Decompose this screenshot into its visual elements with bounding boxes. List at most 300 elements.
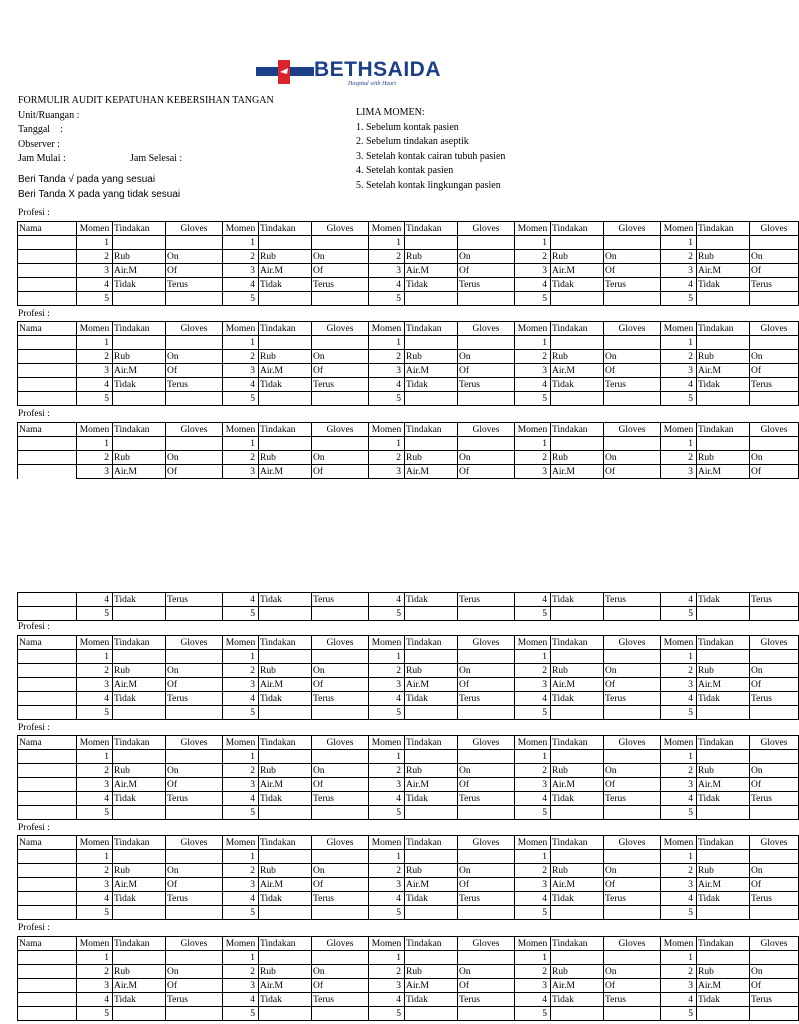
gloves-cell[interactable]: On	[312, 250, 369, 264]
tindakan-cell[interactable]	[113, 1007, 166, 1021]
nama-cell[interactable]	[18, 607, 77, 621]
tindakan-cell[interactable]	[697, 951, 750, 965]
gloves-cell[interactable]	[604, 292, 661, 306]
tindakan-cell[interactable]: Rub	[697, 350, 750, 364]
gloves-cell[interactable]	[312, 750, 369, 764]
gloves-cell[interactable]: On	[458, 664, 515, 678]
nama-cell[interactable]	[18, 292, 77, 306]
tindakan-cell[interactable]: Air.M	[697, 264, 750, 278]
tindakan-cell[interactable]: Air.M	[113, 465, 166, 479]
tindakan-cell[interactable]: Tidak	[551, 278, 604, 292]
gloves-cell[interactable]: On	[604, 250, 661, 264]
tindakan-cell[interactable]	[113, 850, 166, 864]
gloves-cell[interactable]	[312, 392, 369, 406]
gloves-cell[interactable]	[312, 336, 369, 350]
gloves-cell[interactable]: On	[750, 764, 799, 778]
gloves-cell[interactable]	[458, 336, 515, 350]
gloves-cell[interactable]	[312, 650, 369, 664]
gloves-cell[interactable]: On	[312, 664, 369, 678]
tindakan-cell[interactable]: Rub	[405, 764, 458, 778]
tindakan-cell[interactable]	[697, 750, 750, 764]
tindakan-cell[interactable]: Tidak	[259, 993, 312, 1007]
gloves-cell[interactable]: On	[166, 250, 223, 264]
tindakan-cell[interactable]	[405, 906, 458, 920]
tindakan-cell[interactable]	[697, 850, 750, 864]
tindakan-cell[interactable]: Air.M	[113, 778, 166, 792]
tindakan-cell[interactable]: Rub	[259, 965, 312, 979]
tindakan-cell[interactable]: Rub	[405, 250, 458, 264]
gloves-cell[interactable]	[458, 906, 515, 920]
gloves-cell[interactable]: On	[458, 965, 515, 979]
tindakan-cell[interactable]: Rub	[405, 350, 458, 364]
gloves-cell[interactable]	[312, 951, 369, 965]
gloves-cell[interactable]	[166, 607, 223, 621]
tindakan-cell[interactable]	[551, 336, 604, 350]
tindakan-cell[interactable]: Rub	[551, 965, 604, 979]
nama-cell[interactable]	[18, 392, 77, 406]
gloves-cell[interactable]	[604, 906, 661, 920]
tindakan-cell[interactable]	[113, 750, 166, 764]
tindakan-cell[interactable]	[405, 336, 458, 350]
tindakan-cell[interactable]: Rub	[113, 664, 166, 678]
gloves-cell[interactable]: Of	[604, 678, 661, 692]
tindakan-cell[interactable]: Rub	[405, 864, 458, 878]
gloves-cell[interactable]: Terus	[166, 892, 223, 906]
tindakan-cell[interactable]	[405, 607, 458, 621]
tindakan-cell[interactable]: Tidak	[259, 892, 312, 906]
tindakan-cell[interactable]	[551, 906, 604, 920]
gloves-cell[interactable]: Terus	[458, 593, 515, 607]
gloves-cell[interactable]: Terus	[312, 378, 369, 392]
nama-cell[interactable]	[18, 764, 77, 778]
tindakan-cell[interactable]: Air.M	[551, 878, 604, 892]
tindakan-cell[interactable]: Rub	[113, 451, 166, 465]
tindakan-cell[interactable]: Tidak	[551, 692, 604, 706]
tindakan-cell[interactable]: Air.M	[405, 465, 458, 479]
nama-cell[interactable]	[18, 336, 77, 350]
tindakan-cell[interactable]: Rub	[551, 350, 604, 364]
gloves-cell[interactable]	[458, 850, 515, 864]
tindakan-cell[interactable]	[259, 437, 312, 451]
tindakan-cell[interactable]: Air.M	[259, 979, 312, 993]
tindakan-cell[interactable]: Rub	[697, 250, 750, 264]
tindakan-cell[interactable]	[551, 1007, 604, 1021]
gloves-cell[interactable]: Terus	[750, 993, 799, 1007]
tindakan-cell[interactable]	[551, 392, 604, 406]
tindakan-cell[interactable]: Tidak	[113, 692, 166, 706]
gloves-cell[interactable]	[458, 437, 515, 451]
tindakan-cell[interactable]	[551, 706, 604, 720]
gloves-cell[interactable]: Of	[750, 778, 799, 792]
gloves-cell[interactable]: On	[750, 451, 799, 465]
gloves-cell[interactable]: Of	[166, 878, 223, 892]
nama-cell[interactable]	[18, 650, 77, 664]
gloves-cell[interactable]: Terus	[458, 792, 515, 806]
tindakan-cell[interactable]	[405, 951, 458, 965]
nama-cell[interactable]	[18, 278, 77, 292]
tindakan-cell[interactable]: Tidak	[551, 378, 604, 392]
tindakan-cell[interactable]	[113, 806, 166, 820]
tindakan-cell[interactable]	[259, 650, 312, 664]
tindakan-cell[interactable]: Rub	[697, 451, 750, 465]
nama-cell[interactable]	[18, 593, 77, 607]
gloves-cell[interactable]: On	[312, 451, 369, 465]
gloves-cell[interactable]: Of	[312, 264, 369, 278]
gloves-cell[interactable]	[750, 706, 799, 720]
tindakan-cell[interactable]: Tidak	[113, 892, 166, 906]
gloves-cell[interactable]: Of	[312, 678, 369, 692]
gloves-cell[interactable]: On	[458, 451, 515, 465]
tindakan-cell[interactable]: Air.M	[405, 264, 458, 278]
gloves-cell[interactable]	[604, 850, 661, 864]
tindakan-cell[interactable]	[405, 806, 458, 820]
tindakan-cell[interactable]: Tidak	[697, 378, 750, 392]
gloves-cell[interactable]	[604, 236, 661, 250]
nama-cell[interactable]	[18, 692, 77, 706]
gloves-cell[interactable]	[750, 437, 799, 451]
tindakan-cell[interactable]: Tidak	[113, 278, 166, 292]
gloves-cell[interactable]: Terus	[458, 692, 515, 706]
nama-cell[interactable]	[18, 250, 77, 264]
gloves-cell[interactable]: Of	[458, 778, 515, 792]
tindakan-cell[interactable]: Air.M	[113, 979, 166, 993]
tindakan-cell[interactable]: Air.M	[551, 778, 604, 792]
nama-cell[interactable]	[18, 350, 77, 364]
gloves-cell[interactable]	[750, 650, 799, 664]
tindakan-cell[interactable]	[551, 750, 604, 764]
gloves-cell[interactable]: Of	[166, 979, 223, 993]
tindakan-cell[interactable]: Tidak	[405, 792, 458, 806]
gloves-cell[interactable]: Of	[750, 364, 799, 378]
gloves-cell[interactable]: Terus	[458, 892, 515, 906]
gloves-cell[interactable]: Terus	[312, 892, 369, 906]
tindakan-cell[interactable]	[405, 1007, 458, 1021]
tindakan-cell[interactable]	[113, 392, 166, 406]
nama-cell[interactable]	[18, 850, 77, 864]
tindakan-cell[interactable]: Air.M	[259, 264, 312, 278]
tindakan-cell[interactable]: Air.M	[113, 878, 166, 892]
tindakan-cell[interactable]: Tidak	[697, 892, 750, 906]
gloves-cell[interactable]	[458, 951, 515, 965]
tindakan-cell[interactable]: Air.M	[113, 678, 166, 692]
gloves-cell[interactable]	[166, 650, 223, 664]
gloves-cell[interactable]: Terus	[750, 278, 799, 292]
tindakan-cell[interactable]	[113, 292, 166, 306]
gloves-cell[interactable]	[604, 806, 661, 820]
gloves-cell[interactable]: On	[166, 764, 223, 778]
gloves-cell[interactable]: Of	[458, 678, 515, 692]
gloves-cell[interactable]: Terus	[750, 593, 799, 607]
gloves-cell[interactable]	[750, 951, 799, 965]
gloves-cell[interactable]	[166, 850, 223, 864]
tindakan-cell[interactable]	[405, 392, 458, 406]
tindakan-cell[interactable]	[259, 806, 312, 820]
gloves-cell[interactable]: On	[604, 965, 661, 979]
gloves-cell[interactable]: Of	[458, 465, 515, 479]
nama-cell[interactable]	[18, 979, 77, 993]
gloves-cell[interactable]: Of	[750, 979, 799, 993]
tindakan-cell[interactable]: Air.M	[697, 878, 750, 892]
tindakan-cell[interactable]	[697, 336, 750, 350]
tindakan-cell[interactable]	[405, 706, 458, 720]
gloves-cell[interactable]	[458, 1007, 515, 1021]
gloves-cell[interactable]	[750, 292, 799, 306]
gloves-cell[interactable]: Of	[166, 364, 223, 378]
gloves-cell[interactable]	[458, 750, 515, 764]
gloves-cell[interactable]: Terus	[166, 692, 223, 706]
gloves-cell[interactable]	[166, 437, 223, 451]
tindakan-cell[interactable]	[113, 951, 166, 965]
tindakan-cell[interactable]: Tidak	[259, 278, 312, 292]
gloves-cell[interactable]: Of	[750, 678, 799, 692]
nama-cell[interactable]	[18, 678, 77, 692]
tindakan-cell[interactable]: Rub	[697, 864, 750, 878]
gloves-cell[interactable]: Terus	[312, 278, 369, 292]
nama-cell[interactable]	[18, 664, 77, 678]
gloves-cell[interactable]: Of	[458, 264, 515, 278]
tindakan-cell[interactable]: Rub	[551, 664, 604, 678]
tindakan-cell[interactable]: Tidak	[697, 792, 750, 806]
tindakan-cell[interactable]: Rub	[259, 864, 312, 878]
tindakan-cell[interactable]: Rub	[551, 250, 604, 264]
gloves-cell[interactable]: On	[604, 764, 661, 778]
gloves-cell[interactable]: On	[312, 764, 369, 778]
gloves-cell[interactable]	[458, 392, 515, 406]
gloves-cell[interactable]: Terus	[312, 993, 369, 1007]
tindakan-cell[interactable]: Tidak	[551, 792, 604, 806]
tindakan-cell[interactable]	[551, 437, 604, 451]
tindakan-cell[interactable]: Tidak	[259, 692, 312, 706]
gloves-cell[interactable]	[750, 1007, 799, 1021]
gloves-cell[interactable]: Terus	[750, 378, 799, 392]
gloves-cell[interactable]: Terus	[166, 278, 223, 292]
tindakan-cell[interactable]: Air.M	[405, 878, 458, 892]
gloves-cell[interactable]	[312, 1007, 369, 1021]
tindakan-cell[interactable]	[259, 1007, 312, 1021]
nama-cell[interactable]	[18, 965, 77, 979]
gloves-cell[interactable]: Terus	[312, 692, 369, 706]
nama-cell[interactable]	[18, 437, 77, 451]
tindakan-cell[interactable]	[697, 906, 750, 920]
gloves-cell[interactable]	[458, 607, 515, 621]
tindakan-cell[interactable]: Air.M	[697, 979, 750, 993]
gloves-cell[interactable]: Of	[604, 364, 661, 378]
tindakan-cell[interactable]	[259, 951, 312, 965]
nama-cell[interactable]	[18, 465, 77, 479]
tindakan-cell[interactable]: Air.M	[259, 778, 312, 792]
gloves-cell[interactable]	[750, 906, 799, 920]
tindakan-cell[interactable]	[405, 236, 458, 250]
tindakan-cell[interactable]	[113, 706, 166, 720]
tindakan-cell[interactable]: Tidak	[551, 892, 604, 906]
gloves-cell[interactable]: Terus	[312, 593, 369, 607]
gloves-cell[interactable]	[604, 392, 661, 406]
gloves-cell[interactable]: Terus	[312, 792, 369, 806]
gloves-cell[interactable]: Terus	[166, 378, 223, 392]
gloves-cell[interactable]: Of	[166, 465, 223, 479]
tindakan-cell[interactable]: Air.M	[697, 678, 750, 692]
gloves-cell[interactable]	[604, 607, 661, 621]
gloves-cell[interactable]	[750, 806, 799, 820]
gloves-cell[interactable]: Of	[604, 465, 661, 479]
tindakan-cell[interactable]	[405, 650, 458, 664]
gloves-cell[interactable]: Terus	[750, 892, 799, 906]
tindakan-cell[interactable]: Tidak	[405, 892, 458, 906]
gloves-cell[interactable]	[458, 292, 515, 306]
tindakan-cell[interactable]: Tidak	[697, 593, 750, 607]
gloves-cell[interactable]	[750, 607, 799, 621]
gloves-cell[interactable]	[166, 1007, 223, 1021]
tindakan-cell[interactable]: Tidak	[259, 792, 312, 806]
gloves-cell[interactable]	[166, 292, 223, 306]
tindakan-cell[interactable]: Tidak	[405, 278, 458, 292]
tindakan-cell[interactable]	[551, 607, 604, 621]
gloves-cell[interactable]: Of	[604, 778, 661, 792]
gloves-cell[interactable]	[750, 236, 799, 250]
gloves-cell[interactable]	[604, 650, 661, 664]
tindakan-cell[interactable]	[697, 292, 750, 306]
tindakan-cell[interactable]: Rub	[405, 664, 458, 678]
tindakan-cell[interactable]: Tidak	[405, 993, 458, 1007]
tindakan-cell[interactable]: Rub	[113, 764, 166, 778]
tindakan-cell[interactable]	[551, 650, 604, 664]
tindakan-cell[interactable]: Tidak	[113, 378, 166, 392]
gloves-cell[interactable]	[604, 750, 661, 764]
gloves-cell[interactable]	[750, 850, 799, 864]
tindakan-cell[interactable]: Tidak	[405, 593, 458, 607]
gloves-cell[interactable]	[312, 906, 369, 920]
tindakan-cell[interactable]: Rub	[697, 965, 750, 979]
tindakan-cell[interactable]	[697, 650, 750, 664]
tindakan-cell[interactable]	[551, 850, 604, 864]
gloves-cell[interactable]: On	[750, 250, 799, 264]
gloves-cell[interactable]: On	[750, 350, 799, 364]
gloves-cell[interactable]	[312, 437, 369, 451]
tindakan-cell[interactable]: Rub	[259, 250, 312, 264]
nama-cell[interactable]	[18, 264, 77, 278]
tindakan-cell[interactable]: Tidak	[113, 593, 166, 607]
gloves-cell[interactable]: Of	[312, 364, 369, 378]
gloves-cell[interactable]: On	[750, 965, 799, 979]
tindakan-cell[interactable]	[697, 1007, 750, 1021]
gloves-cell[interactable]	[166, 706, 223, 720]
nama-cell[interactable]	[18, 993, 77, 1007]
gloves-cell[interactable]: Of	[166, 264, 223, 278]
gloves-cell[interactable]: Of	[166, 678, 223, 692]
gloves-cell[interactable]	[166, 906, 223, 920]
nama-cell[interactable]	[18, 806, 77, 820]
gloves-cell[interactable]	[604, 336, 661, 350]
gloves-cell[interactable]: Terus	[604, 378, 661, 392]
gloves-cell[interactable]	[458, 236, 515, 250]
tindakan-cell[interactable]: Tidak	[113, 993, 166, 1007]
tindakan-cell[interactable]: Tidak	[405, 692, 458, 706]
tindakan-cell[interactable]: Rub	[113, 864, 166, 878]
nama-cell[interactable]	[18, 750, 77, 764]
tindakan-cell[interactable]: Rub	[405, 965, 458, 979]
tindakan-cell[interactable]	[259, 392, 312, 406]
gloves-cell[interactable]	[604, 437, 661, 451]
gloves-cell[interactable]	[458, 650, 515, 664]
nama-cell[interactable]	[18, 951, 77, 965]
gloves-cell[interactable]: Of	[458, 364, 515, 378]
gloves-cell[interactable]	[604, 951, 661, 965]
gloves-cell[interactable]: Of	[750, 264, 799, 278]
tindakan-cell[interactable]: Tidak	[113, 792, 166, 806]
gloves-cell[interactable]: Terus	[604, 692, 661, 706]
tindakan-cell[interactable]: Tidak	[697, 692, 750, 706]
tindakan-cell[interactable]	[551, 236, 604, 250]
tindakan-cell[interactable]	[551, 292, 604, 306]
gloves-cell[interactable]: Of	[312, 465, 369, 479]
tindakan-cell[interactable]: Rub	[113, 965, 166, 979]
tindakan-cell[interactable]	[697, 236, 750, 250]
gloves-cell[interactable]: On	[750, 864, 799, 878]
tindakan-cell[interactable]	[259, 607, 312, 621]
gloves-cell[interactable]: Of	[312, 878, 369, 892]
tindakan-cell[interactable]: Rub	[551, 451, 604, 465]
gloves-cell[interactable]	[166, 236, 223, 250]
tindakan-cell[interactable]	[113, 336, 166, 350]
nama-cell[interactable]	[18, 892, 77, 906]
tindakan-cell[interactable]: Air.M	[551, 979, 604, 993]
gloves-cell[interactable]	[166, 951, 223, 965]
gloves-cell[interactable]: Of	[750, 465, 799, 479]
nama-cell[interactable]	[18, 236, 77, 250]
gloves-cell[interactable]: Terus	[166, 593, 223, 607]
tindakan-cell[interactable]: Air.M	[697, 364, 750, 378]
gloves-cell[interactable]	[458, 806, 515, 820]
tindakan-cell[interactable]: Air.M	[697, 778, 750, 792]
tindakan-cell[interactable]: Air.M	[113, 264, 166, 278]
gloves-cell[interactable]: On	[312, 350, 369, 364]
gloves-cell[interactable]: On	[604, 451, 661, 465]
tindakan-cell[interactable]	[259, 292, 312, 306]
gloves-cell[interactable]	[312, 607, 369, 621]
tindakan-cell[interactable]: Air.M	[405, 979, 458, 993]
gloves-cell[interactable]: On	[604, 664, 661, 678]
gloves-cell[interactable]: Terus	[604, 892, 661, 906]
gloves-cell[interactable]: On	[166, 664, 223, 678]
tindakan-cell[interactable]: Tidak	[697, 278, 750, 292]
gloves-cell[interactable]: Terus	[166, 792, 223, 806]
tindakan-cell[interactable]: Air.M	[113, 364, 166, 378]
tindakan-cell[interactable]: Air.M	[405, 778, 458, 792]
tindakan-cell[interactable]: Tidak	[259, 378, 312, 392]
tindakan-cell[interactable]	[259, 336, 312, 350]
tindakan-cell[interactable]: Rub	[551, 864, 604, 878]
tindakan-cell[interactable]	[697, 437, 750, 451]
gloves-cell[interactable]: Of	[750, 878, 799, 892]
tindakan-cell[interactable]: Air.M	[551, 364, 604, 378]
tindakan-cell[interactable]: Rub	[113, 250, 166, 264]
gloves-cell[interactable]: On	[166, 451, 223, 465]
tindakan-cell[interactable]: Air.M	[551, 465, 604, 479]
tindakan-cell[interactable]	[259, 236, 312, 250]
gloves-cell[interactable]: On	[458, 764, 515, 778]
gloves-cell[interactable]	[166, 806, 223, 820]
gloves-cell[interactable]	[166, 336, 223, 350]
tindakan-cell[interactable]: Rub	[259, 451, 312, 465]
gloves-cell[interactable]	[312, 806, 369, 820]
gloves-cell[interactable]: On	[166, 864, 223, 878]
gloves-cell[interactable]: Terus	[458, 378, 515, 392]
gloves-cell[interactable]: Terus	[458, 993, 515, 1007]
tindakan-cell[interactable]: Rub	[697, 664, 750, 678]
tindakan-cell[interactable]: Air.M	[259, 364, 312, 378]
gloves-cell[interactable]: On	[312, 864, 369, 878]
gloves-cell[interactable]: Of	[312, 778, 369, 792]
